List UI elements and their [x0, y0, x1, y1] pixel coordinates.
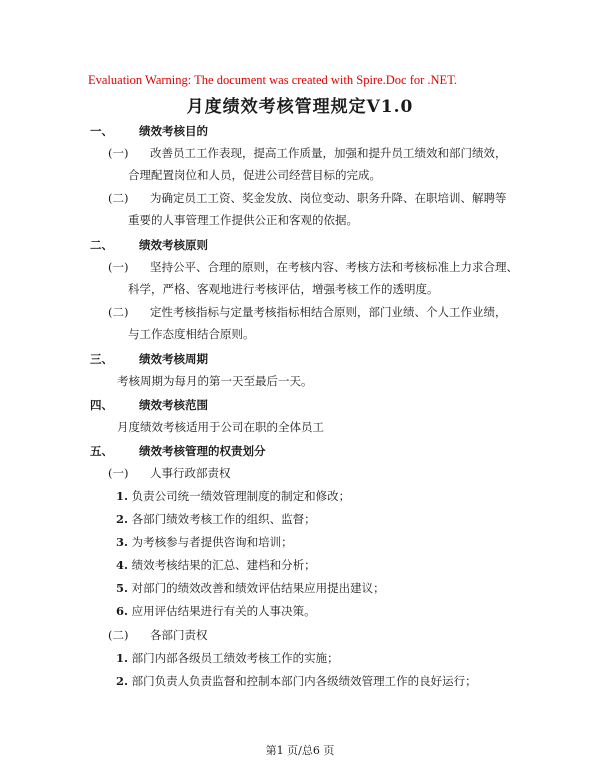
list-number: 2.: [116, 674, 129, 688]
clause-number: (一): [108, 260, 129, 274]
section-heading: [90, 124, 208, 138]
list-item: [116, 651, 339, 665]
list-text: 部门负责人负责监督和控制本部门内各级绩效管理工作的良好运行；: [131, 674, 477, 688]
section-number: 五、: [90, 444, 113, 458]
list-number: 6.: [116, 604, 129, 618]
list-item: [116, 604, 316, 618]
clause-number: (一): [108, 146, 129, 160]
section-heading: [90, 444, 266, 458]
list-item: [116, 581, 385, 595]
section-number: 三、: [90, 352, 113, 366]
paragraph-line: 考核周期为每月的第一天至最后一天。: [117, 374, 313, 388]
section-title: 绩效考核目的: [139, 124, 209, 138]
section-heading: [90, 238, 208, 252]
list-item: [116, 512, 316, 526]
paragraph-line: 月度绩效考核适用于公司在职的全体员工: [117, 420, 324, 434]
paragraph-line: 合理配置岗位和人员，促进公司经营目标的完成。: [128, 168, 381, 182]
clause-number: (一): [108, 466, 129, 480]
section-title: 绩效考核管理的权责划分: [139, 444, 266, 458]
list-number: 3.: [116, 535, 129, 549]
paragraph-line: 为确定员工工资、奖金发放、岗位变动、职务升降、在职培训、解聘等: [150, 191, 507, 205]
section-heading: [90, 398, 208, 412]
list-number: 5.: [116, 581, 129, 595]
section-title: 绩效考核范围: [139, 398, 209, 412]
subsection-title: 人事行政部责权: [150, 466, 231, 480]
list-text: 为考核参与者提供咨询和培训；: [131, 535, 293, 549]
list-number: 2.: [116, 512, 129, 526]
paragraph-line: 定性考核指标与定量考核指标相结合原则，部门业绩、个人工作业绩，: [150, 305, 507, 319]
paragraph-line: 与工作态度相结合原则。: [128, 327, 255, 341]
list-number: 1.: [116, 489, 129, 503]
list-text: 部门内部各级员工绩效考核工作的实施；: [131, 651, 339, 665]
list-item: [116, 674, 477, 688]
clause-number: (二): [108, 628, 129, 642]
list-item: [116, 558, 316, 572]
list-text: 各部门绩效考核工作的组织、监督；: [131, 512, 316, 526]
section-title: 绩效考核原则: [139, 238, 209, 252]
list-item: [116, 535, 293, 549]
section-number: 二、: [90, 238, 113, 252]
evaluation-warning: Evaluation Warning: The document was created with Spire.Doc for .NET.: [88, 73, 458, 87]
clause-number: (二): [108, 191, 129, 205]
list-text: 应用评估结果进行有关的人事决策。: [131, 604, 316, 618]
page-footer: 第1 页/总6 页: [265, 744, 335, 757]
section-title: 绩效考核周期: [139, 352, 209, 366]
paragraph-line: 重要的人事管理工作提供公正和客观的依据。: [128, 213, 358, 227]
subsection-title: 各部门责权: [150, 628, 208, 642]
section-number: 一、: [90, 124, 113, 138]
clause-number: (二): [108, 305, 129, 319]
list-number: 4.: [116, 558, 129, 572]
list-text: 绩效考核结果的汇总、建档和分析；: [131, 558, 316, 572]
list-text: 负责公司统一绩效管理制度的制定和修改；: [131, 489, 351, 503]
section-heading: [90, 352, 208, 366]
document-title: 月度绩效考核管理规定V1.0: [186, 97, 414, 117]
list-item: [116, 489, 350, 503]
paragraph-line: 科学，严格、客观地进行考核评估，增强考核工作的透明度。: [128, 282, 439, 296]
list-number: 1.: [116, 651, 129, 665]
paragraph-line: 改善员工工作表现，提高工作质量，加强和提升员工绩效和部门绩效，: [150, 146, 507, 160]
paragraph-line: 坚持公平、合理的原则，在考核内容、考核方法和考核标准上力求合理、: [150, 260, 518, 274]
list-text: 对部门的绩效改善和绩效评估结果应用提出建议；: [131, 581, 385, 595]
section-number: 四、: [90, 398, 113, 412]
